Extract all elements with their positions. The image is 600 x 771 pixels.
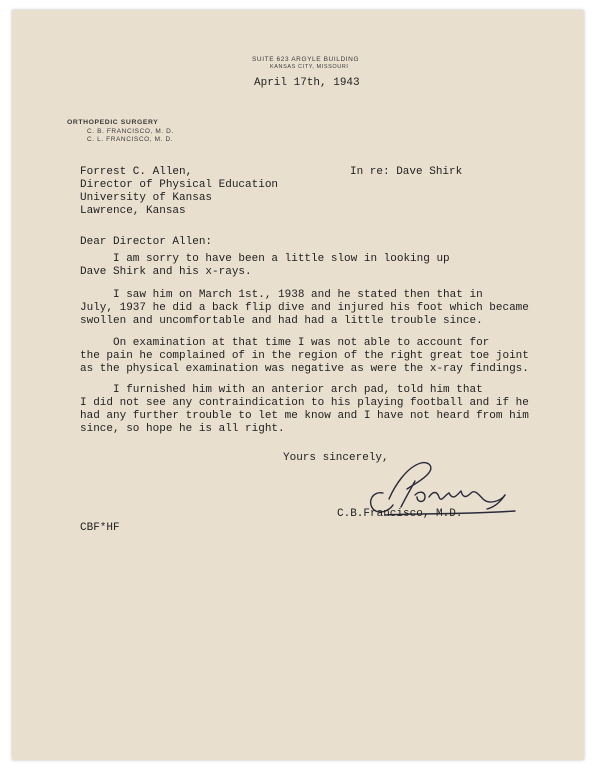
paragraph-line: I did not see any contraindication to his playing football and if he — [80, 397, 529, 409]
paragraph-line: I am sorry to have been a little slow in looking up — [80, 253, 450, 265]
paragraph-line: swollen and uncomfortable and had had a little trouble since. — [80, 315, 483, 327]
paragraph-line: since, so hope he is all right. — [80, 423, 285, 435]
letterhead-address-line2: KANSAS CITY, MISSOURI — [270, 64, 349, 70]
paragraph-line: as the physical examination was negative as were the x-ray findings. — [80, 363, 529, 375]
paragraph-line: On examination at that time I was not able to account for — [80, 337, 490, 349]
typist-initials: CBF*HF — [80, 522, 120, 534]
recipient-name: Forrest C. Allen, — [80, 166, 193, 178]
letterhead-doctor-1: C. B. FRANCISCO, M. D. — [87, 128, 174, 135]
paragraph-4 — [80, 384, 540, 436]
paragraph-1 — [80, 253, 540, 279]
salutation: Dear Director Allen: — [80, 236, 213, 248]
closing: Yours sincerely, — [283, 452, 389, 464]
paragraph-line: Dave Shirk and his x-rays. — [80, 266, 252, 278]
signatory-name: C.B.Francisco, M.D. — [337, 508, 463, 520]
letter-date: April 17th, 1943 — [254, 77, 360, 89]
recipient-city: Lawrence, Kansas — [80, 205, 186, 217]
paragraph-line: the pain he complained of in the region of the right great toe joint — [80, 350, 529, 362]
paragraph-2 — [80, 289, 540, 328]
paragraph-3 — [80, 337, 540, 376]
recipient-title: Director of Physical Education — [80, 179, 279, 191]
paragraph-line: had any further trouble to let me know and I have not heard from him — [80, 410, 529, 422]
reference-line: In re: Dave Shirk — [350, 166, 463, 178]
paragraph-line: I furnished him with an anterior arch pad, told him that — [80, 384, 483, 396]
letterhead-address-line1: SUITE 623 ARGYLE BUILDING — [252, 56, 360, 63]
letterhead-doctor-2: C. L. FRANCISCO, M. D. — [87, 136, 174, 143]
paragraph-line: I saw him on March 1st., 1938 and he stated then that in — [80, 289, 483, 301]
recipient-institution: University of Kansas — [80, 192, 213, 204]
paragraph-line: July, 1937 he did a back flip dive and injured his foot which became — [80, 302, 529, 314]
letterhead-practice: ORTHOPEDIC SURGERY — [67, 119, 159, 126]
